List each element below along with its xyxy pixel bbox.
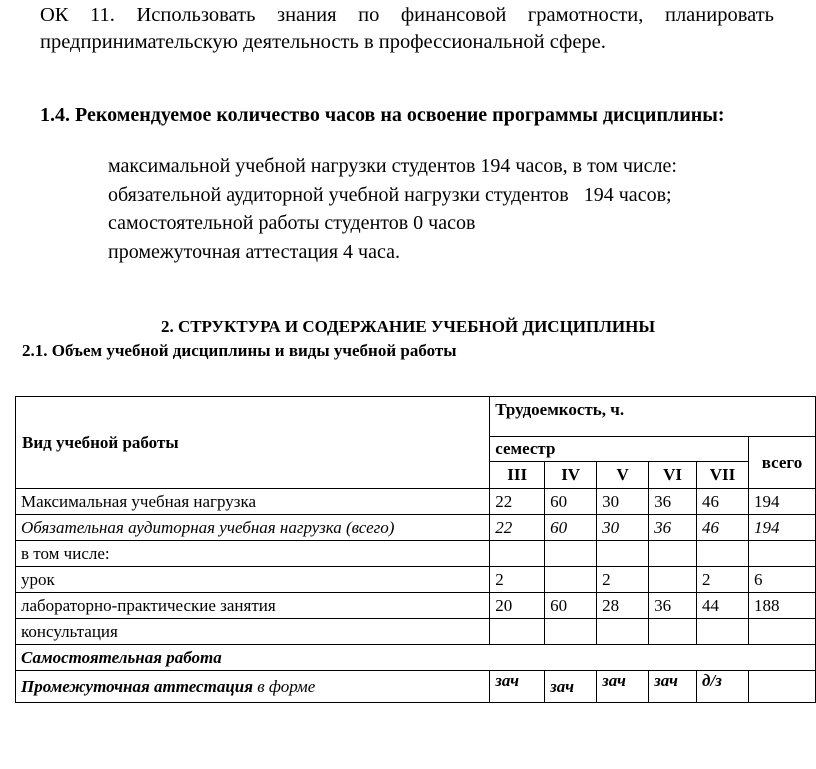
table-cell: 22 [490, 489, 545, 515]
table-row [16, 489, 816, 515]
table-cell: 36 [649, 515, 697, 541]
table-row [16, 593, 816, 619]
table-cell: 60 [545, 515, 597, 541]
header-semester: семестр [490, 437, 749, 462]
table-cell: 36 [649, 593, 697, 619]
ok11-line-2: предпринимательскую деятельность в профессиональной сфере. [40, 31, 606, 53]
table-cell [749, 671, 816, 703]
table-cell [749, 619, 816, 645]
table-cell [490, 619, 545, 645]
header-semester-cell: IV [545, 462, 597, 489]
table-cell: 194 [749, 489, 816, 515]
header-semester-cell: VII [697, 462, 749, 489]
table-cell: 28 [597, 593, 649, 619]
ok11-line-1: ОК 11. Использовать знания по финансовой грамотности, планировать [40, 4, 774, 26]
table-cell: 60 [545, 489, 597, 515]
header-semester-cell: V [597, 462, 649, 489]
table-cell: зач [490, 671, 545, 703]
header-semester-cell: VI [649, 462, 697, 489]
table-cell: 2 [697, 567, 749, 593]
table-row [16, 515, 816, 541]
table-cell [545, 567, 597, 593]
table-cell [597, 619, 649, 645]
table-row [16, 619, 816, 645]
hours-line: обязательной аудиторной учебной нагрузки студентов 194 часов; [108, 183, 672, 206]
table-cell: 60 [545, 593, 597, 619]
row-label: Обязательная аудиторная учебная нагрузка (всего) [16, 515, 490, 541]
table-cell: 2 [597, 567, 649, 593]
table-cell [649, 619, 697, 645]
table-row [16, 541, 816, 567]
table-cell: 30 [597, 515, 649, 541]
row-label: Максимальная учебная нагрузка [16, 489, 490, 515]
hours-line: максимальной учебной нагрузки студентов 194 часов, в том числе: [108, 155, 677, 177]
section-2-1-heading: 2.1. Объем учебной дисциплины и виды учебной работы [22, 341, 457, 360]
table-cell: 46 [697, 515, 749, 541]
header-semester-cell: III [490, 462, 545, 489]
hours-line: самостоятельной работы студентов 0 часов [108, 212, 476, 234]
section-2-heading: 2. СТРУКТУРА И СОДЕРЖАНИЕ УЧЕБНОЙ ДИСЦИПЛИНЫ [160, 317, 656, 336]
table-cell: 194 [749, 515, 816, 541]
row-label-bold: Промежуточная аттестация [21, 676, 253, 696]
table-cell [545, 541, 597, 567]
table-cell [749, 541, 816, 567]
hours-line: промежуточная аттестация 4 часа. [108, 240, 400, 263]
table-cell [545, 619, 597, 645]
row-label: консультация [16, 619, 490, 645]
ok11-paragraph [40, 2, 774, 56]
table-cell [697, 619, 749, 645]
table-cell: 22 [490, 515, 545, 541]
table-cell: 30 [597, 489, 649, 515]
section-1-4-heading: 1.4. Рекомендуемое количество часов на освоение программы дисциплины: [40, 104, 725, 126]
table-row [16, 671, 816, 703]
table-cell: 6 [749, 567, 816, 593]
table-cell: 36 [649, 489, 697, 515]
row-label: в том числе: [16, 541, 490, 567]
row-label-rest: в форме [252, 676, 316, 696]
hours-list [108, 152, 677, 266]
table-cell: зач [597, 671, 649, 703]
table-cell [649, 541, 697, 567]
row-label: урок [16, 567, 490, 593]
table-cell [697, 541, 749, 567]
table-cell: 2 [490, 567, 545, 593]
table-cell: д/з [697, 671, 749, 703]
table-row [16, 645, 816, 671]
table-cell [490, 541, 545, 567]
table-cell: зач [649, 671, 697, 703]
table-cell [597, 541, 649, 567]
table-header-row [16, 397, 816, 437]
table-cell: 188 [749, 593, 816, 619]
table-cell: 44 [697, 593, 749, 619]
header-total: всего [749, 437, 816, 489]
table-row [16, 567, 816, 593]
row-label: лабораторно-практические занятия [16, 593, 490, 619]
header-labor: Трудоемкость, ч. [490, 397, 816, 437]
table-cell: 20 [490, 593, 545, 619]
header-work-type: Вид учебной работы [16, 397, 490, 489]
row-label [16, 671, 490, 703]
table-cell [649, 567, 697, 593]
table-cell: зач [545, 671, 597, 703]
workload-table [15, 396, 816, 703]
row-label: Самостоятельная работа [16, 645, 816, 671]
table-cell: 46 [697, 489, 749, 515]
